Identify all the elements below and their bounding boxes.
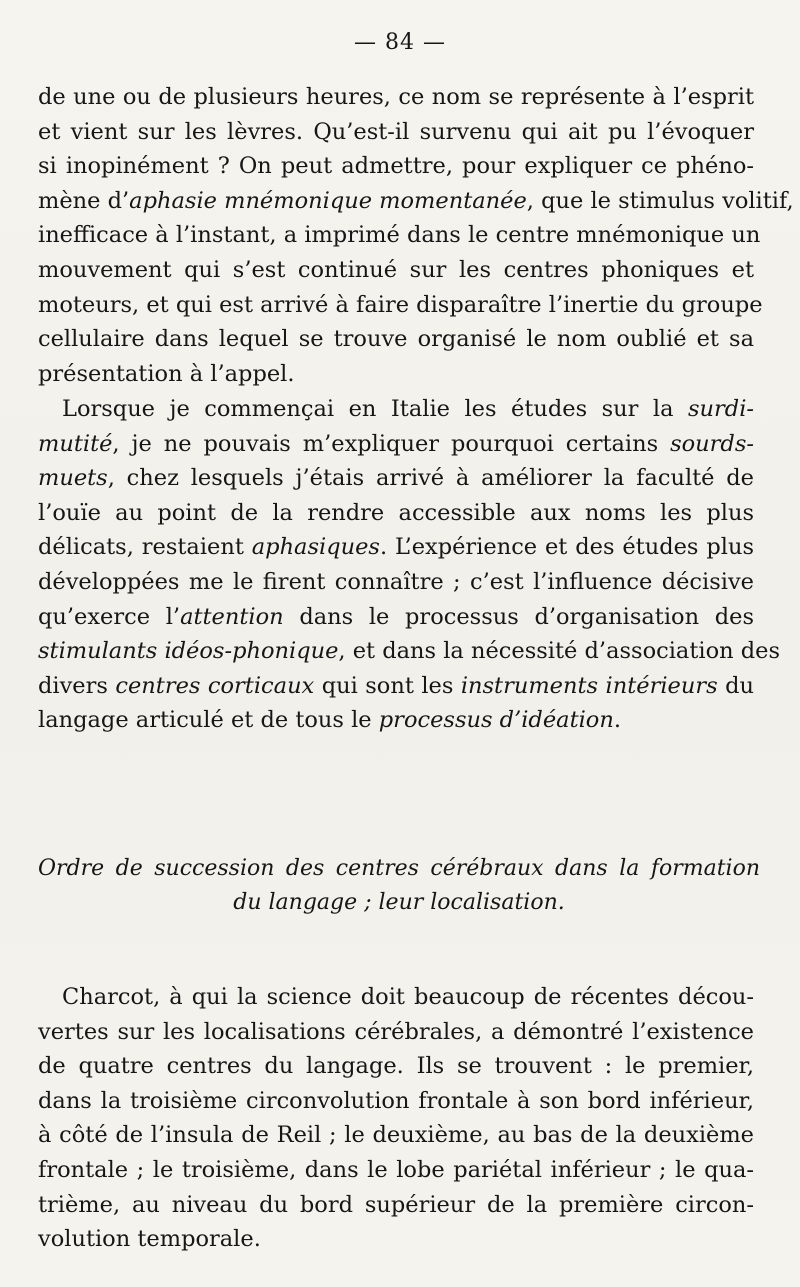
paragraph-1 <box>38 80 794 391</box>
text-line: trième, au niveau du bord supérieur de la première circon- <box>38 1191 754 1218</box>
text-line: volution temporale. <box>38 1226 261 1253</box>
text-line: qu’exerce l’attention dans le processus d’organisation des <box>38 603 754 630</box>
text-line: Lorsque je commençai en Italie les études sur la surdi- <box>62 396 754 422</box>
paragraph-3 <box>38 980 754 1257</box>
text-line: inefficace à l’instant, a imprimé dans le centre mnémonique un <box>38 222 761 249</box>
text-line: et vient sur les lèvres. Qu’est-il survenu qui ait pu l’évoquer <box>38 118 754 145</box>
text-line: stimulants idéos-phonique, et dans la nécessité d’association des <box>38 638 781 665</box>
text-line: moteurs, et qui est arrivé à faire disparaître l’inertie du groupe <box>38 291 763 318</box>
heading-line: Ordre de succession des centres cérébraux dans la formation <box>38 856 760 881</box>
text-line: mène d’aphasie mnémonique momentanée, que le stimulus volitif, <box>38 187 794 214</box>
text-line: de quatre centres du langage. Ils se trouvent : le premier, <box>38 1053 754 1080</box>
section-heading <box>38 852 760 920</box>
page-number: — 84 — <box>354 30 446 55</box>
text-line: développées me le firent connaître ; c’est l’influence décisive <box>38 568 754 595</box>
paragraph-2 <box>38 392 781 738</box>
heading-line: du langage ; leur localisation. <box>233 890 565 915</box>
text-line: divers centres corticaux qui sont les instruments intérieurs du <box>38 672 754 699</box>
text-line: Charcot, à qui la science doit beaucoup de récentes décou- <box>62 984 754 1010</box>
text-line: muets, chez lesquels j’étais arrivé à améliorer la faculté de <box>38 465 754 492</box>
text-line: cellulaire dans lequel se trouve organisé le nom oublié et sa <box>38 326 754 353</box>
text-line: mouvement qui s’est continué sur les centres phoniques et <box>38 256 754 283</box>
text-line: si inopinément ? On peut admettre, pour expliquer ce phéno- <box>38 153 754 180</box>
text-line: présentation à l’appel. <box>38 360 295 387</box>
text-line: dans la troisième circonvolution frontale à son bord inférieur, <box>38 1087 754 1114</box>
text-line: délicats, restaient aphasiques. L’expérience et des études plus <box>38 534 754 561</box>
text-line: à côté de l’insula de Reil ; le deuxième, au bas de la deuxième <box>38 1122 754 1149</box>
text-line: vertes sur les localisations cérébrales, a démontré l’existence <box>38 1018 754 1045</box>
text-line: mutité, je ne pouvais m’expliquer pourquoi certains sourds- <box>38 430 754 457</box>
text-line: de une ou de plusieurs heures, ce nom se représente à l’esprit <box>38 84 754 110</box>
text-line: l’ouïe au point de la rendre accessible aux noms les plus <box>38 499 754 526</box>
text-line: langage articulé et de tous le processus d’idéation. <box>38 707 622 734</box>
text-line: frontale ; le troisième, dans le lobe pariétal inférieur ; le qua- <box>38 1156 754 1183</box>
